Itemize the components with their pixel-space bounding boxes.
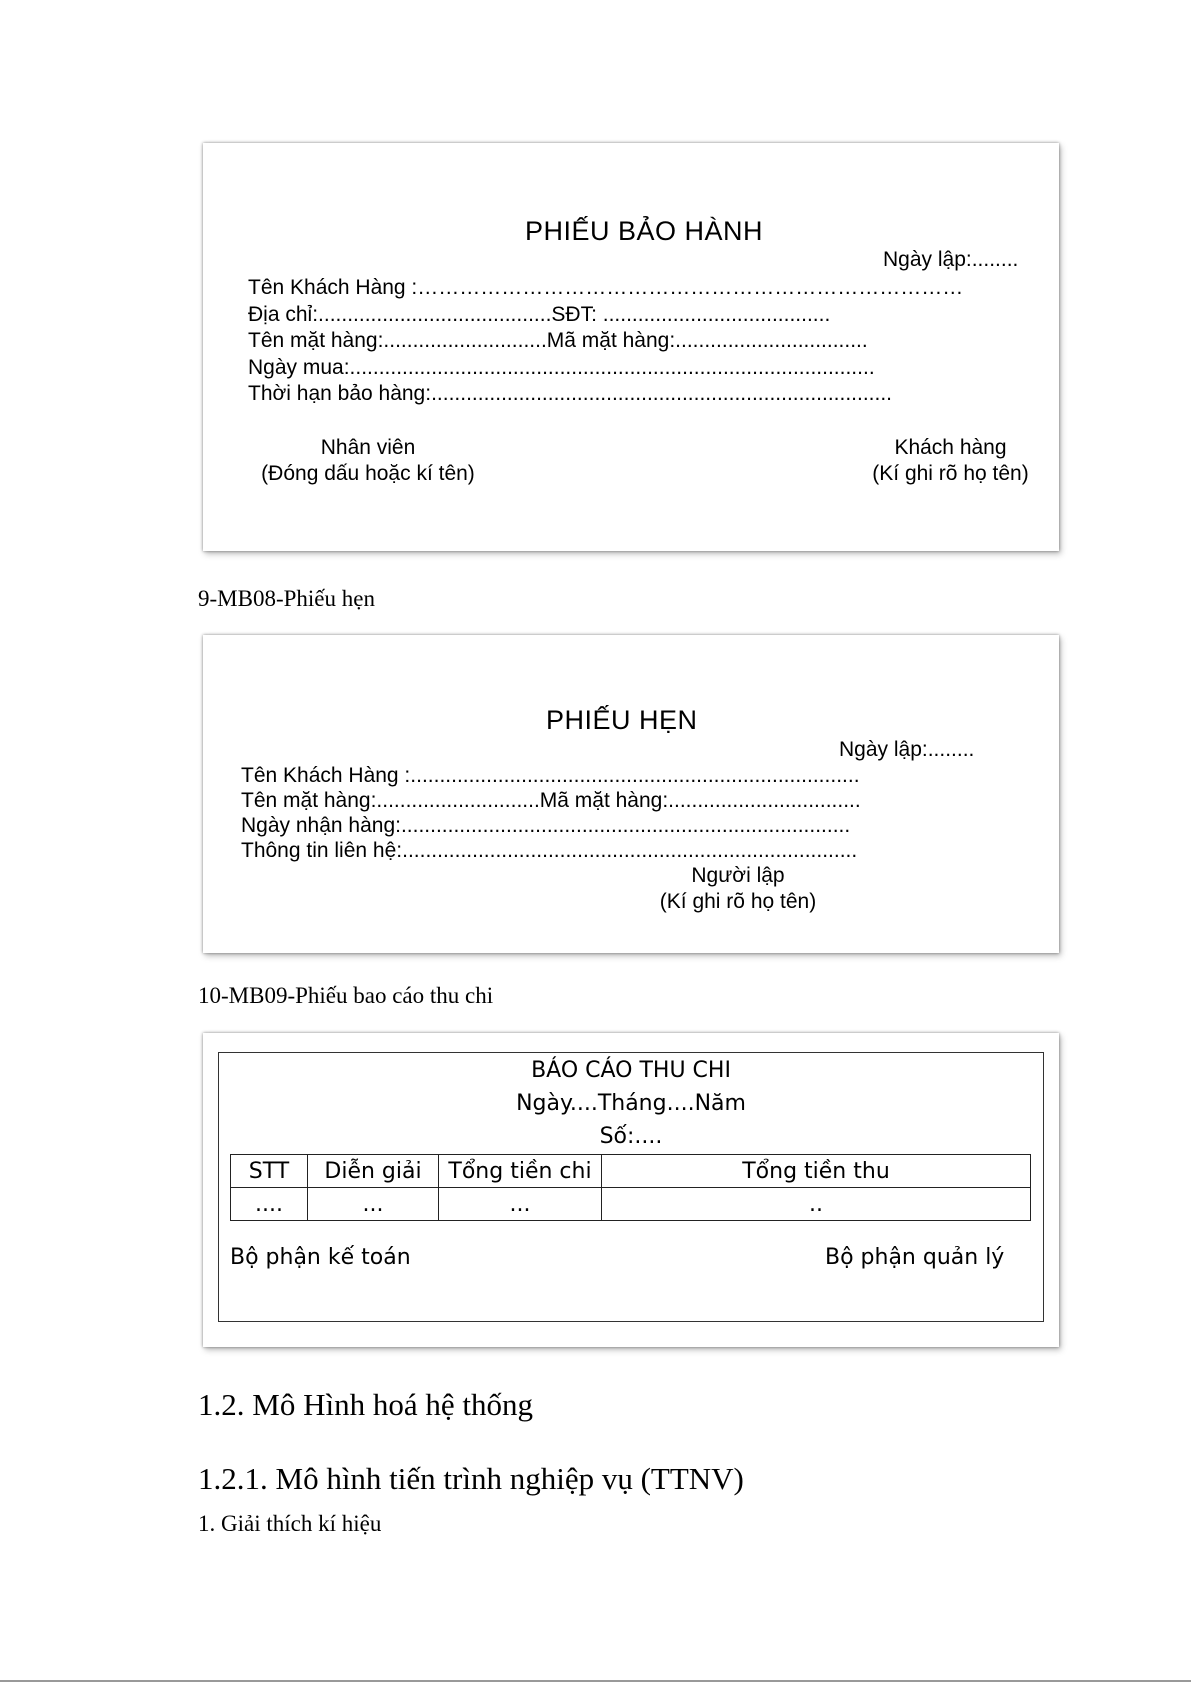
warranty-purchase-date: Ngày mua:.......................................................................................... bbox=[248, 356, 875, 379]
appointment-receive-date: Ngày nhận hàng:............................................................................. bbox=[241, 814, 851, 837]
table-header-row bbox=[231, 1155, 1031, 1188]
appointment-date-line: Ngày lập:........ bbox=[839, 738, 975, 761]
item-1: 1. Giải thích kí hiệu bbox=[198, 1511, 382, 1536]
warranty-item-name-code: Tên mặt hàng:............................Mã mặt hàng:................................. bbox=[248, 329, 868, 352]
warranty-staff-signature bbox=[248, 435, 488, 486]
appointment-title: PHIẾU HẸN bbox=[546, 705, 698, 735]
creator-note: (Kí ghi rõ họ tên) bbox=[659, 889, 817, 913]
appointment-customer-name: Tên Khách Hàng :............................................................................. bbox=[241, 764, 860, 787]
heading-1-2: 1.2. Mô Hình hoá hệ thống bbox=[198, 1387, 533, 1422]
creator-label: Người lập bbox=[691, 864, 785, 887]
cell-total-expense: ... bbox=[439, 1188, 602, 1221]
report-number-line: Số:.... bbox=[599, 1124, 663, 1149]
header-description: Diễn giải bbox=[308, 1155, 439, 1188]
warranty-period: Thời hạn bảo hàng:............................................................................... bbox=[248, 382, 892, 405]
report-management-dept: Bộ phận quản lý bbox=[825, 1245, 1005, 1270]
cell-total-income: .. bbox=[602, 1188, 1031, 1221]
warranty-form bbox=[203, 143, 1059, 551]
report-frame bbox=[218, 1052, 1044, 1322]
caption-appointment: 9-MB08-Phiếu hẹn bbox=[198, 586, 375, 611]
staff-label: Nhân viên bbox=[320, 436, 416, 459]
cell-description: ... bbox=[308, 1188, 439, 1221]
report-date-line: Ngày....Tháng....Năm bbox=[516, 1091, 746, 1116]
page-bottom-rule bbox=[0, 1680, 1191, 1682]
heading-1-2-1: 1.2.1. Mô hình tiến trình nghiệp vụ (TTNV) bbox=[198, 1461, 744, 1496]
report-title: BÁO CÁO THU CHI bbox=[531, 1058, 731, 1083]
staff-note: (Đóng dấu hoặc kí tên) bbox=[261, 461, 475, 485]
appointment-creator-signature bbox=[643, 863, 833, 914]
warranty-customer-signature bbox=[863, 435, 1038, 486]
caption-report: 10-MB09-Phiếu bao cáo thu chi bbox=[198, 983, 494, 1008]
appointment-contact-info: Thông tin liên hệ:.............................................................................. bbox=[241, 839, 858, 862]
report-table bbox=[230, 1154, 1031, 1221]
appointment-item-name-code: Tên mặt hàng:............................Mã mặt hàng:................................. bbox=[241, 789, 861, 812]
report-form bbox=[203, 1033, 1059, 1347]
header-stt: STT bbox=[231, 1155, 308, 1188]
customer-note: (Kí ghi rõ họ tên) bbox=[872, 461, 1029, 485]
customer-label: Khách hàng bbox=[894, 436, 1007, 459]
header-total-income: Tổng tiền thu bbox=[602, 1155, 1031, 1188]
cell-stt: .... bbox=[231, 1188, 308, 1221]
table-row bbox=[231, 1188, 1031, 1221]
warranty-customer-name: Tên Khách Hàng :…………………………………………………………………… bbox=[248, 276, 964, 299]
appointment-form bbox=[203, 635, 1059, 953]
warranty-address-phone: Địa chỉ:........................................SĐT: ....................................... bbox=[248, 303, 831, 326]
report-accounting-dept: Bộ phận kế toán bbox=[230, 1245, 411, 1270]
header-total-expense: Tổng tiền chi bbox=[439, 1155, 602, 1188]
warranty-date-line: Ngày lập:........ bbox=[883, 248, 1019, 271]
warranty-title: PHIẾU BẢO HÀNH bbox=[525, 216, 764, 246]
